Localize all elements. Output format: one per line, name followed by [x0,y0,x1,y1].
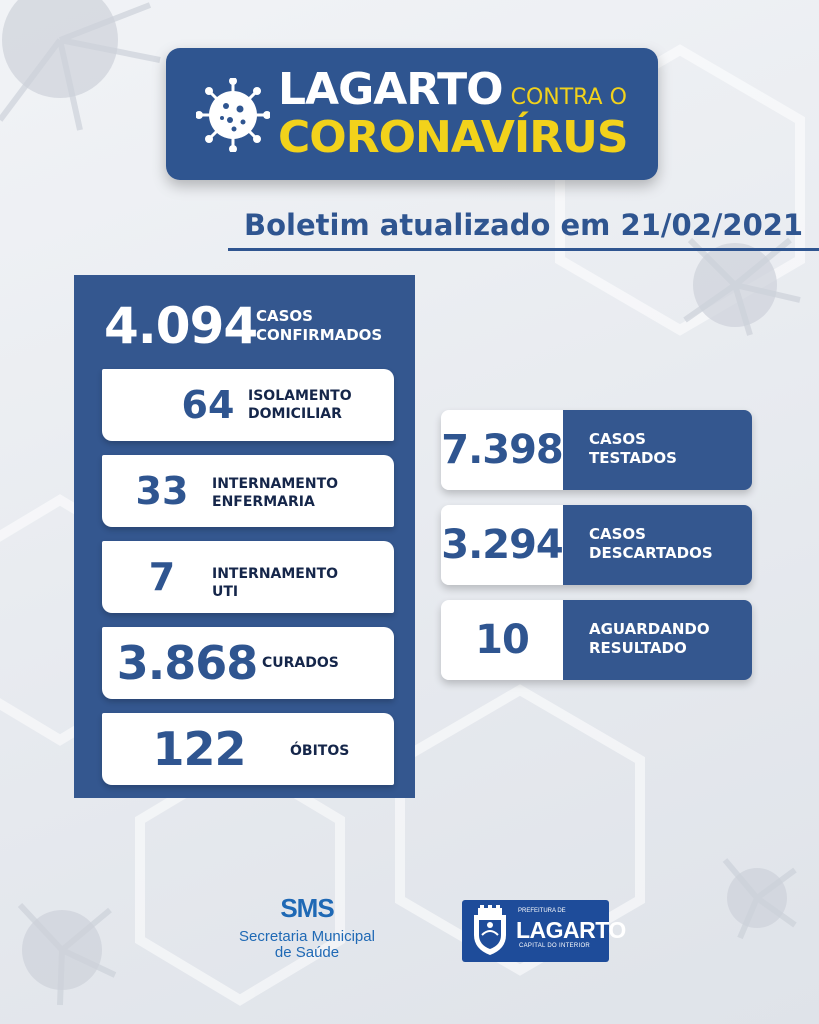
confirmed-cases-label: CASOS CONFIRMADOS [256,307,383,344]
coronavirus-icon [196,78,270,152]
discarded-label: CASOS DESCARTADOS [589,525,713,562]
sms-logo-title: SMS [280,893,334,923]
confirmed-cases-value: 4.094 [104,297,258,355]
prefeitura-tagline: CAPITAL DO INTERIOR [519,943,591,949]
ward-admission-card [102,455,394,527]
recovered-label: CURADOS [262,655,339,671]
awaiting-label: AGUARDANDO RESULTADO [589,620,710,657]
sms-logo-subtitle: Secretaria Municipal de Saúde [239,928,375,961]
title-connector: CONTRA O [510,85,627,110]
home-isolation-label: ISOLAMENTO DOMICILIAR [248,388,352,422]
ward-admission-value: 33 [135,469,189,513]
tested-card [441,410,752,490]
awaiting-value: 10 [475,617,529,663]
deaths-label: ÓBITOS [290,743,350,759]
municipal-crest-icon [468,905,512,957]
title-main: LAGARTO [278,64,503,115]
tested-value: 7.398 [441,427,563,473]
home-isolation-value: 64 [181,383,235,427]
discarded-card [441,505,752,585]
discarded-value: 3.294 [441,522,563,568]
recovered-value: 3.868 [116,636,258,690]
title-banner [166,48,658,180]
prefeitura-logo [462,900,626,962]
bulletin-underline [228,248,819,251]
icu-admission-value: 7 [148,555,176,599]
deaths-value: 122 [152,722,246,776]
tested-label: CASOS TESTADOS [589,430,677,467]
recovered-card [102,627,394,699]
confirmed-cases-panel [74,275,415,798]
prefeitura-prefix: PREFEITURA DE [518,908,566,914]
title-sub: CORONAVÍRUS [278,112,628,163]
ward-admission-label: INTERNAMENTO ENFERMARIA [212,476,339,510]
bulletin-date: Boletim atualizado em 21/02/2021 [244,208,804,242]
awaiting-card [441,600,752,680]
prefeitura-name: LAGARTO [516,917,626,943]
icu-admission-card [102,541,394,613]
icu-admission-label: INTERNAMENTO UTI [212,566,339,600]
home-isolation-card [102,369,394,441]
deaths-card [102,713,394,785]
